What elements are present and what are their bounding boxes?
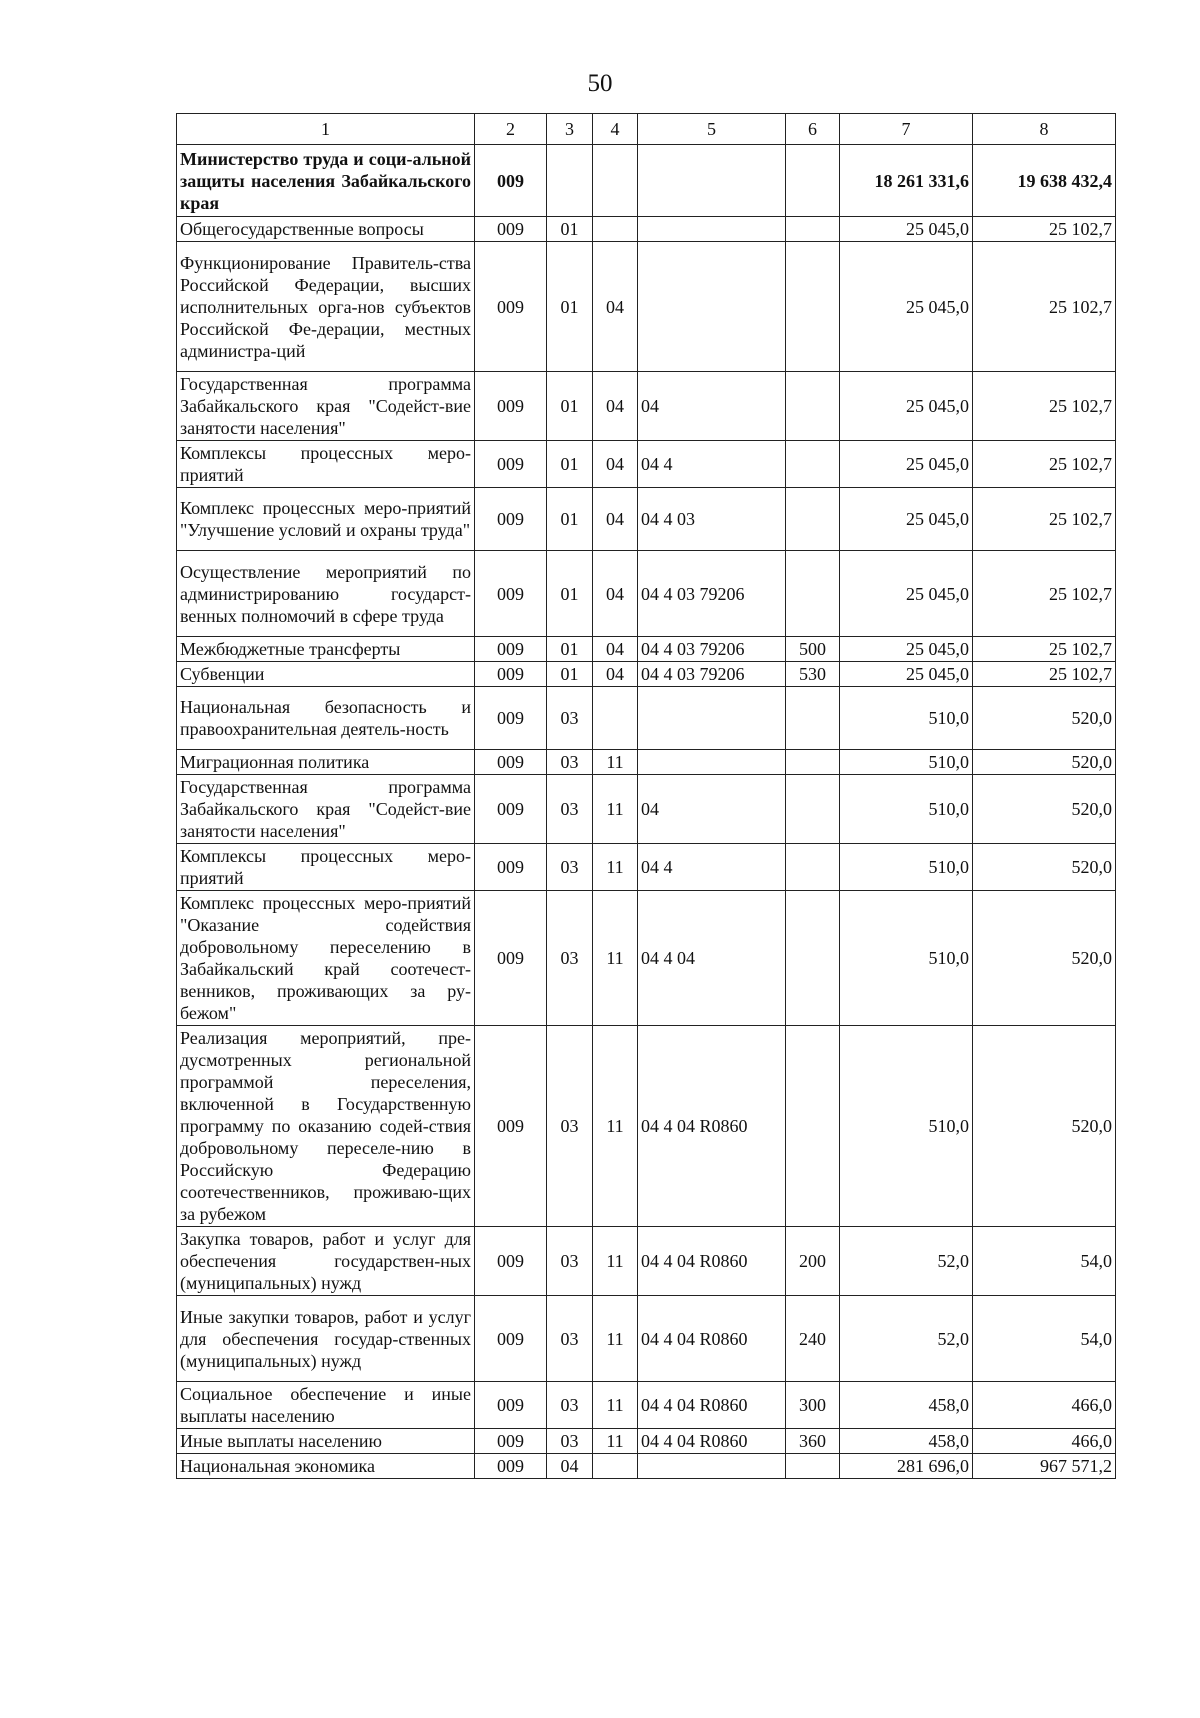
- row-code-4-cell: 04: [593, 551, 638, 637]
- header-cell: 1: [177, 114, 475, 145]
- row-code-2-cell: 009: [475, 1382, 547, 1429]
- row-amount-8-cell: 520,0: [973, 1026, 1116, 1227]
- row-code-2-cell: 009: [475, 551, 547, 637]
- row-code-4-cell: 04: [593, 372, 638, 441]
- row-code-2-cell: 009: [475, 1454, 547, 1479]
- row-amount-7-cell: 18 261 331,6: [840, 145, 973, 217]
- row-code-4-cell: 11: [593, 750, 638, 775]
- table-body: [177, 145, 1116, 1479]
- row-code-6-cell: [786, 441, 840, 488]
- row-code-3-cell: 03: [547, 1227, 593, 1296]
- row-code-5-cell: 04 4 03: [638, 488, 786, 551]
- row-code-3-cell: 03: [547, 687, 593, 750]
- row-amount-7-cell: 25 045,0: [840, 372, 973, 441]
- row-name-cell: Министерство труда и соци-альной защиты населения Забайкальского края: [177, 145, 475, 217]
- table-row: [177, 1382, 1116, 1429]
- row-code-3-cell: 01: [547, 637, 593, 662]
- row-code-3-cell: 03: [547, 1429, 593, 1454]
- row-code-2-cell: 009: [475, 145, 547, 217]
- row-amount-8-cell: 25 102,7: [973, 662, 1116, 687]
- row-amount-7-cell: 25 045,0: [840, 242, 973, 372]
- row-code-5-cell: 04 4 03 79206: [638, 662, 786, 687]
- row-amount-8-cell: 25 102,7: [973, 637, 1116, 662]
- row-name-cell: Функционирование Правитель-ства Российской Федерации, высших исполнительных орга-нов субъектов Российской Фе-дерации, местных администра-ций: [177, 242, 475, 372]
- row-code-3-cell: 03: [547, 844, 593, 891]
- row-code-2-cell: 009: [475, 637, 547, 662]
- row-code-4-cell: 04: [593, 488, 638, 551]
- row-code-5-cell: [638, 1454, 786, 1479]
- row-code-4-cell: 11: [593, 891, 638, 1026]
- table-row: [177, 891, 1116, 1026]
- header-cell: 6: [786, 114, 840, 145]
- row-amount-7-cell: 25 045,0: [840, 441, 973, 488]
- row-amount-7-cell: 281 696,0: [840, 1454, 973, 1479]
- row-code-3-cell: [547, 145, 593, 217]
- row-code-2-cell: 009: [475, 750, 547, 775]
- row-amount-7-cell: 52,0: [840, 1227, 973, 1296]
- row-code-4-cell: [593, 217, 638, 242]
- table-row: [177, 372, 1116, 441]
- row-name-cell: Иные закупки товаров, работ и услуг для обеспечения государ-ственных (муниципальных) нужд: [177, 1296, 475, 1382]
- table-row: [177, 662, 1116, 687]
- row-code-5-cell: [638, 145, 786, 217]
- row-code-6-cell: 500: [786, 637, 840, 662]
- table-row: [177, 775, 1116, 844]
- row-name-cell: Межбюджетные трансферты: [177, 637, 475, 662]
- row-amount-8-cell: 25 102,7: [973, 217, 1116, 242]
- row-code-6-cell: [786, 551, 840, 637]
- row-name-cell: Иные выплаты населению: [177, 1429, 475, 1454]
- row-code-6-cell: [786, 775, 840, 844]
- row-code-6-cell: [786, 217, 840, 242]
- header-cell: 2: [475, 114, 547, 145]
- row-amount-7-cell: 52,0: [840, 1296, 973, 1382]
- row-amount-8-cell: 25 102,7: [973, 441, 1116, 488]
- row-code-2-cell: 009: [475, 891, 547, 1026]
- header-cell: 7: [840, 114, 973, 145]
- row-code-6-cell: 360: [786, 1429, 840, 1454]
- row-code-6-cell: 300: [786, 1382, 840, 1429]
- row-code-6-cell: [786, 844, 840, 891]
- table-row: [177, 242, 1116, 372]
- row-code-3-cell: 01: [547, 488, 593, 551]
- row-code-3-cell: 03: [547, 750, 593, 775]
- row-code-3-cell: 03: [547, 775, 593, 844]
- row-code-3-cell: 01: [547, 242, 593, 372]
- row-amount-8-cell: 520,0: [973, 844, 1116, 891]
- row-amount-7-cell: 25 045,0: [840, 551, 973, 637]
- row-amount-7-cell: 458,0: [840, 1429, 973, 1454]
- row-code-5-cell: 04: [638, 775, 786, 844]
- row-code-6-cell: 530: [786, 662, 840, 687]
- row-code-6-cell: [786, 242, 840, 372]
- row-code-5-cell: [638, 750, 786, 775]
- row-code-3-cell: 03: [547, 891, 593, 1026]
- table-row: [177, 1026, 1116, 1227]
- row-amount-8-cell: 520,0: [973, 687, 1116, 750]
- row-code-2-cell: 009: [475, 1026, 547, 1227]
- row-code-5-cell: [638, 217, 786, 242]
- row-name-cell: Осуществление мероприятий по администрированию государст-венных полномочий в сфере труда: [177, 551, 475, 637]
- row-code-2-cell: 009: [475, 217, 547, 242]
- header-cell: 4: [593, 114, 638, 145]
- row-code-4-cell: 11: [593, 775, 638, 844]
- row-code-6-cell: 240: [786, 1296, 840, 1382]
- row-name-cell: Национальная экономика: [177, 1454, 475, 1479]
- header-cell: 8: [973, 114, 1116, 145]
- row-code-2-cell: 009: [475, 242, 547, 372]
- header-cell: 3: [547, 114, 593, 145]
- row-name-cell: Государственная программа Забайкальского края "Содейст-вие занятости населения": [177, 372, 475, 441]
- row-code-2-cell: 009: [475, 488, 547, 551]
- row-code-3-cell: 04: [547, 1454, 593, 1479]
- table-row: [177, 1454, 1116, 1479]
- row-code-5-cell: 04 4 04 R0860: [638, 1026, 786, 1227]
- row-code-6-cell: [786, 372, 840, 441]
- row-code-2-cell: 009: [475, 662, 547, 687]
- row-code-4-cell: [593, 145, 638, 217]
- row-code-5-cell: 04 4: [638, 844, 786, 891]
- row-name-cell: Социальное обеспечение и иные выплаты населению: [177, 1382, 475, 1429]
- row-amount-8-cell: 466,0: [973, 1382, 1116, 1429]
- row-code-4-cell: 04: [593, 637, 638, 662]
- row-amount-8-cell: 520,0: [973, 750, 1116, 775]
- table-row: [177, 637, 1116, 662]
- row-code-6-cell: 200: [786, 1227, 840, 1296]
- row-name-cell: Субвенции: [177, 662, 475, 687]
- row-code-3-cell: 01: [547, 217, 593, 242]
- row-amount-8-cell: 466,0: [973, 1429, 1116, 1454]
- row-amount-8-cell: 520,0: [973, 775, 1116, 844]
- row-name-cell: Комплексы процессных меро-приятий: [177, 441, 475, 488]
- row-amount-8-cell: 54,0: [973, 1227, 1116, 1296]
- row-amount-7-cell: 25 045,0: [840, 217, 973, 242]
- row-code-2-cell: 009: [475, 1296, 547, 1382]
- row-code-2-cell: 009: [475, 687, 547, 750]
- row-amount-8-cell: 25 102,7: [973, 372, 1116, 441]
- row-code-5-cell: 04 4 03 79206: [638, 551, 786, 637]
- row-code-5-cell: [638, 242, 786, 372]
- row-name-cell: Комплекс процессных меро-приятий "Оказание содействия добровольному переселению в Забайкальский край соотечест-венников, проживающих за ру-бежом": [177, 891, 475, 1026]
- table-row: [177, 551, 1116, 637]
- row-code-3-cell: 01: [547, 441, 593, 488]
- table-row: [177, 1227, 1116, 1296]
- row-amount-7-cell: 510,0: [840, 750, 973, 775]
- row-code-4-cell: 04: [593, 242, 638, 372]
- table-row: [177, 488, 1116, 551]
- row-code-3-cell: 01: [547, 551, 593, 637]
- row-amount-7-cell: 510,0: [840, 891, 973, 1026]
- row-amount-7-cell: 510,0: [840, 687, 973, 750]
- table-row: [177, 1296, 1116, 1382]
- table-row: [177, 687, 1116, 750]
- row-amount-8-cell: 25 102,7: [973, 551, 1116, 637]
- row-amount-7-cell: 458,0: [840, 1382, 973, 1429]
- row-code-6-cell: [786, 687, 840, 750]
- row-code-4-cell: 11: [593, 1227, 638, 1296]
- row-code-4-cell: [593, 687, 638, 750]
- row-code-5-cell: [638, 687, 786, 750]
- row-code-5-cell: 04 4 04: [638, 891, 786, 1026]
- row-code-4-cell: 11: [593, 844, 638, 891]
- row-code-3-cell: 03: [547, 1026, 593, 1227]
- row-name-cell: Комплексы процессных меро-приятий: [177, 844, 475, 891]
- row-name-cell: Государственная программа Забайкальского края "Содейст-вие занятости населения": [177, 775, 475, 844]
- row-code-5-cell: 04: [638, 372, 786, 441]
- table-row: [177, 844, 1116, 891]
- row-code-6-cell: [786, 488, 840, 551]
- row-amount-8-cell: 25 102,7: [973, 488, 1116, 551]
- row-amount-8-cell: 54,0: [973, 1296, 1116, 1382]
- row-code-2-cell: 009: [475, 1429, 547, 1454]
- header-cell: 5: [638, 114, 786, 145]
- row-amount-8-cell: 19 638 432,4: [973, 145, 1116, 217]
- row-code-4-cell: 04: [593, 662, 638, 687]
- row-name-cell: Комплекс процессных меро-приятий "Улучшение условий и охраны труда": [177, 488, 475, 551]
- page-number: 50: [587, 70, 613, 97]
- row-code-3-cell: 03: [547, 1296, 593, 1382]
- row-amount-8-cell: 967 571,2: [973, 1454, 1116, 1479]
- row-code-4-cell: 11: [593, 1296, 638, 1382]
- row-code-5-cell: 04 4 04 R0860: [638, 1429, 786, 1454]
- row-code-3-cell: 01: [547, 662, 593, 687]
- row-code-4-cell: 11: [593, 1026, 638, 1227]
- row-name-cell: Национальная безопасность и правоохранительная деятель-ность: [177, 687, 475, 750]
- row-amount-7-cell: 510,0: [840, 844, 973, 891]
- header-row: [177, 114, 1116, 145]
- row-code-3-cell: 01: [547, 372, 593, 441]
- row-name-cell: Миграционная политика: [177, 750, 475, 775]
- row-amount-7-cell: 510,0: [840, 775, 973, 844]
- row-code-2-cell: 009: [475, 844, 547, 891]
- row-code-5-cell: 04 4: [638, 441, 786, 488]
- row-code-6-cell: [786, 1454, 840, 1479]
- row-amount-7-cell: 25 045,0: [840, 662, 973, 687]
- row-code-4-cell: 11: [593, 1382, 638, 1429]
- row-code-2-cell: 009: [475, 1227, 547, 1296]
- row-name-cell: Закупка товаров, работ и услуг для обеспечения государствен-ных (муниципальных) нужд: [177, 1227, 475, 1296]
- row-amount-7-cell: 25 045,0: [840, 637, 973, 662]
- row-amount-7-cell: 25 045,0: [840, 488, 973, 551]
- row-code-2-cell: 009: [475, 775, 547, 844]
- row-code-5-cell: 04 4 03 79206: [638, 637, 786, 662]
- row-code-5-cell: 04 4 04 R0860: [638, 1227, 786, 1296]
- row-code-5-cell: 04 4 04 R0860: [638, 1296, 786, 1382]
- table-row: [177, 1429, 1116, 1454]
- row-code-5-cell: 04 4 04 R0860: [638, 1382, 786, 1429]
- budget-table: [176, 113, 1116, 1479]
- row-code-4-cell: 11: [593, 1429, 638, 1454]
- row-code-3-cell: 03: [547, 1382, 593, 1429]
- row-amount-8-cell: 25 102,7: [973, 242, 1116, 372]
- row-amount-8-cell: 520,0: [973, 891, 1116, 1026]
- table-row: [177, 145, 1116, 217]
- row-code-2-cell: 009: [475, 441, 547, 488]
- row-code-2-cell: 009: [475, 372, 547, 441]
- row-code-6-cell: [786, 891, 840, 1026]
- row-name-cell: Общегосударственные вопросы: [177, 217, 475, 242]
- row-code-4-cell: [593, 1454, 638, 1479]
- row-name-cell: Реализация мероприятий, пре-дусмотренных региональной программой переселения, включенной в Государственную программу по оказанию содей-ствия добровольному переселе-нию в Российскую Федерацию соотечественников, проживаю-щих за рубежом: [177, 1026, 475, 1227]
- row-code-6-cell: [786, 1026, 840, 1227]
- table-row: [177, 750, 1116, 775]
- table-row: [177, 217, 1116, 242]
- table-row: [177, 441, 1116, 488]
- row-code-6-cell: [786, 145, 840, 217]
- row-amount-7-cell: 510,0: [840, 1026, 973, 1227]
- row-code-6-cell: [786, 750, 840, 775]
- row-code-4-cell: 04: [593, 441, 638, 488]
